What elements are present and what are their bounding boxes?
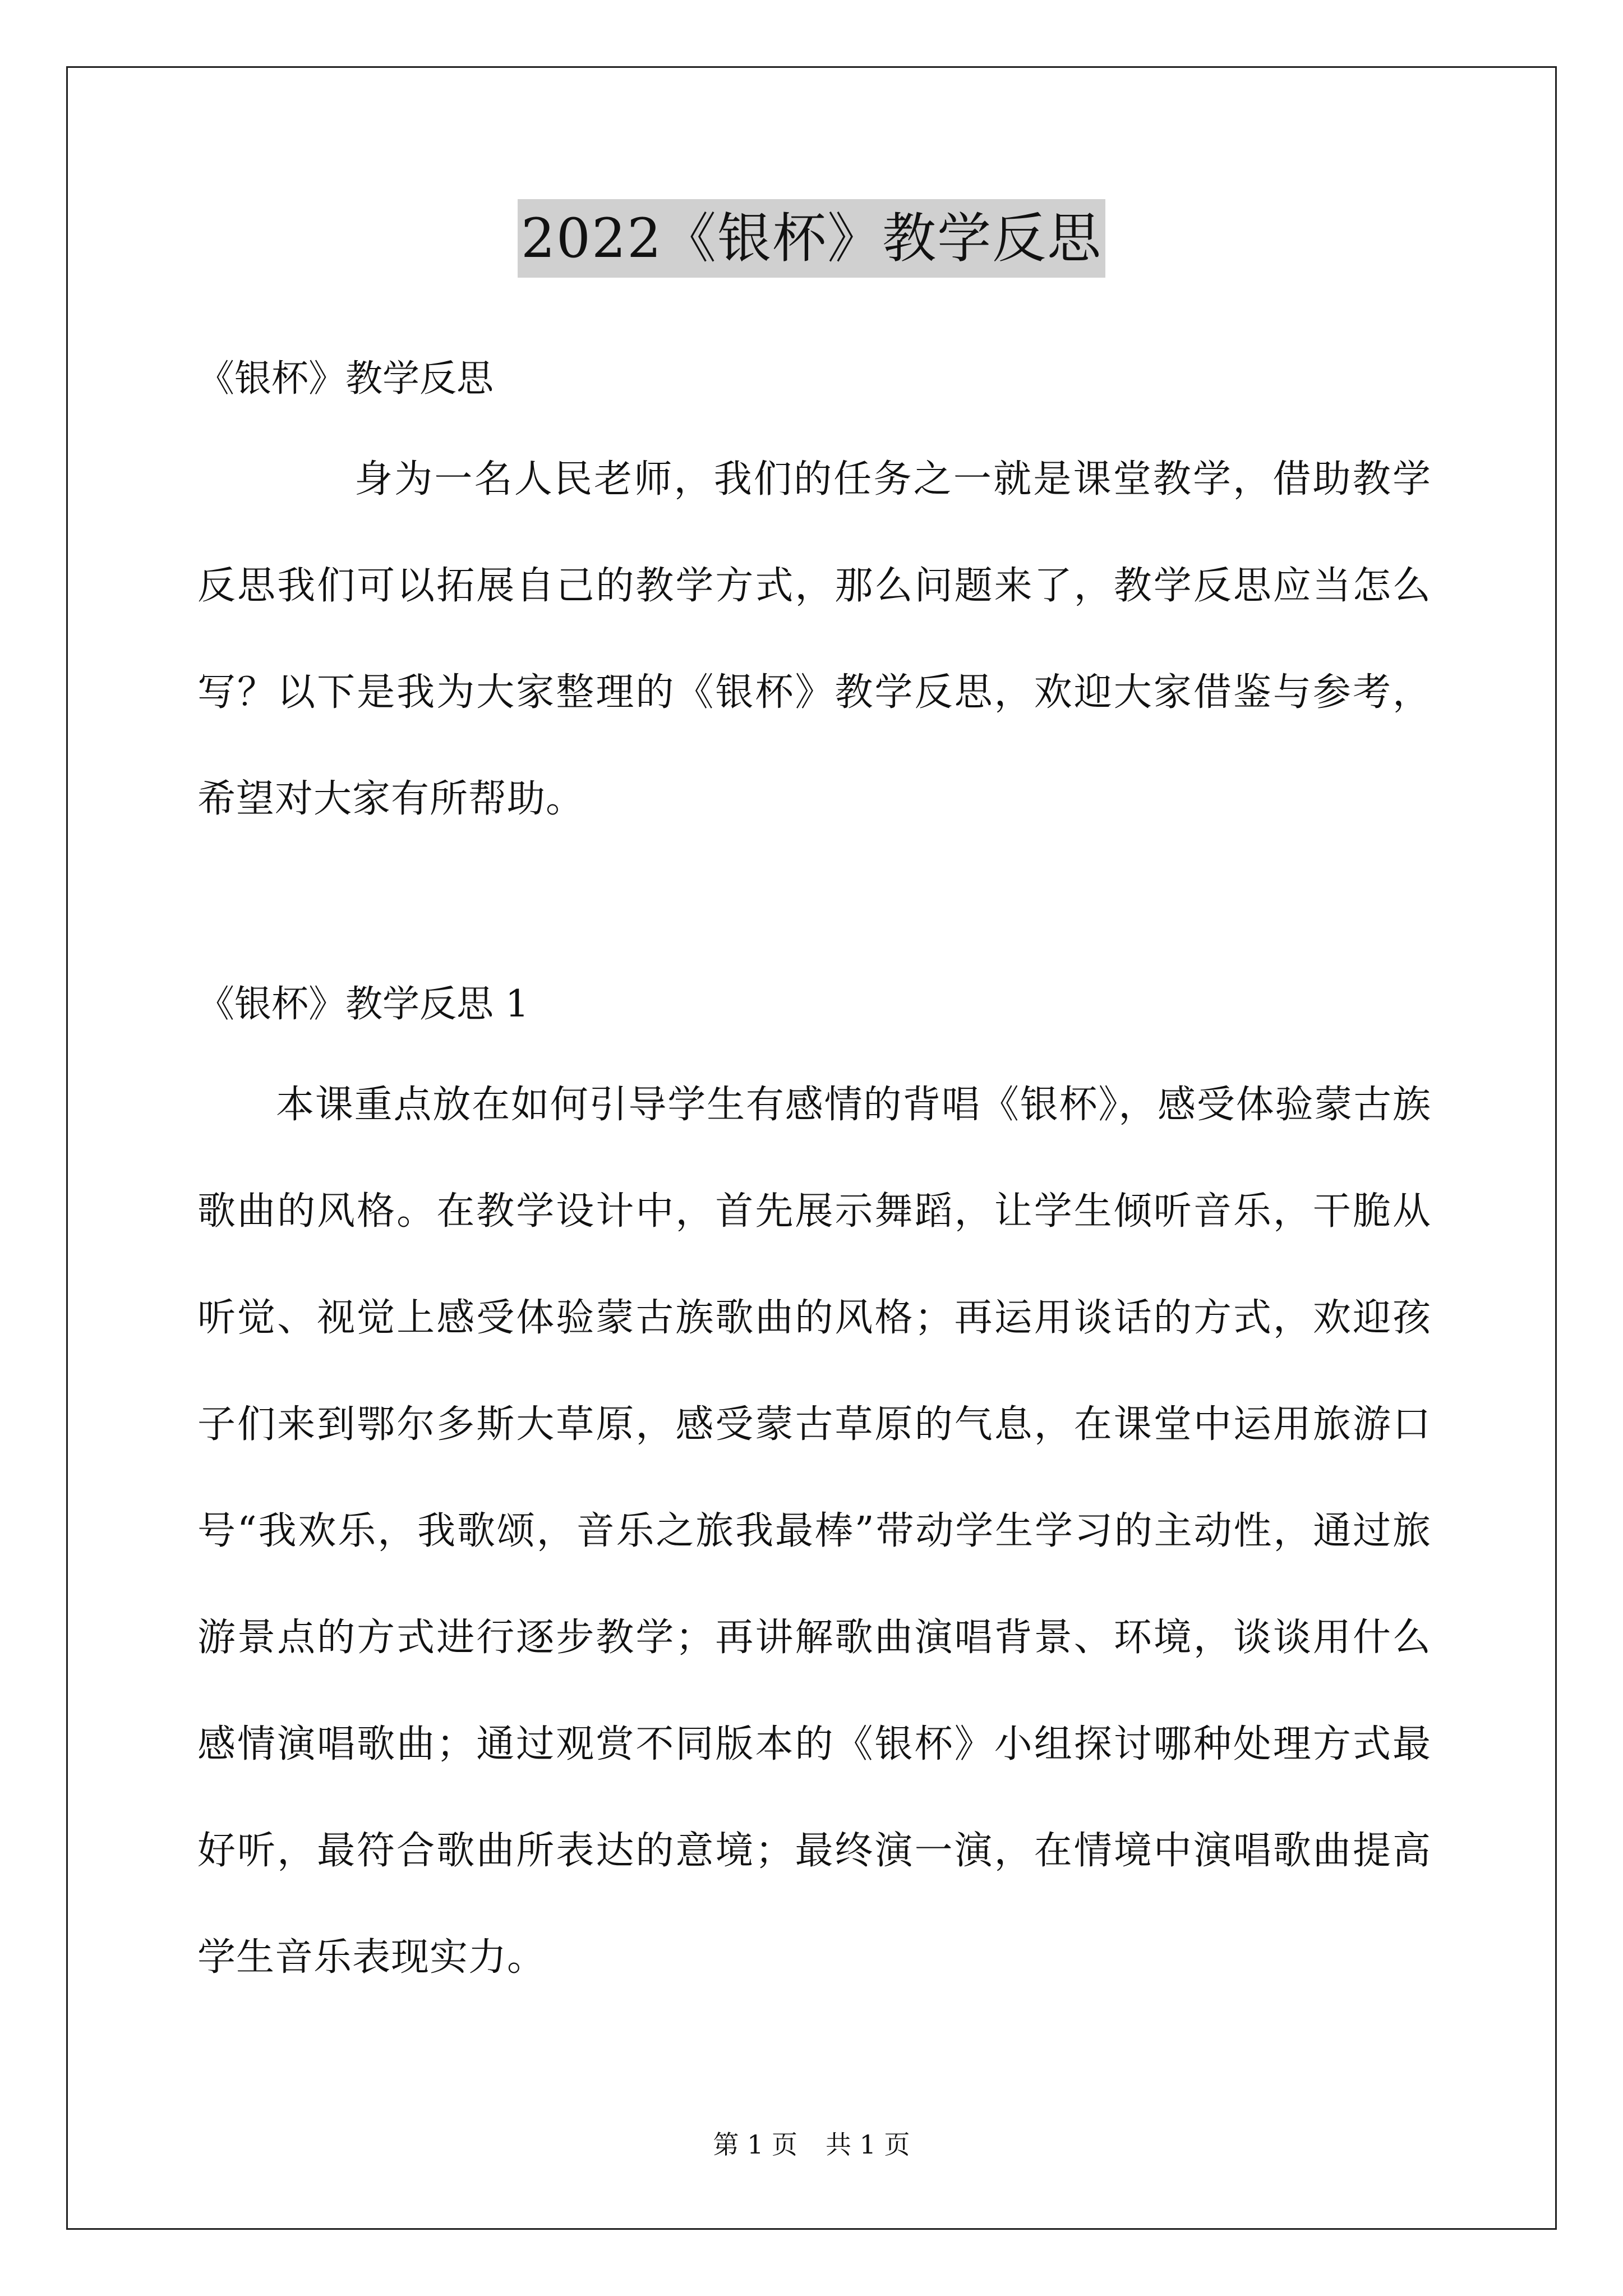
spacer [197,853,1431,956]
section1-paragraph: 本课重点放在如何引导学生有感情的背唱《银杯》，感受体验蒙古族歌曲的风格。在教学设计中，首先展示舞蹈，让学生倾听音乐，干脆从听觉、视觉上感受体验蒙古族歌曲的风格；再运用谈话的方式，欢迎孩子们来到鄂尔多斯大草原，感受蒙古草原的气息，在课堂中运用旅游口号“我欢乐，我歌颂，音乐之旅我最棒”带动学生学习的主动性，通过旅游景点的方式进行逐步教学；再讲解歌曲演唱背景、环境，谈谈用什么感情演唱歌曲；通过观赏不同版本的《银杯》小组探讨哪种处理方式最好听，最符合歌曲所表达的意境；最终演一演，在情境中演唱歌曲提高学生音乐表现实力。 [197,1083,1431,1980]
document-title: 2022《银杯》教学反思 [518,199,1105,278]
page-number-total: 共 1 页 [826,2129,910,2160]
document-body [197,331,1431,2011]
page-footer [0,2128,1623,2161]
page-number-current: 第 1 页 [713,2129,797,2160]
section1-heading: 《银杯》教学反思 1 [197,982,529,1025]
intro-paragraph: 身为一名人民老师，我们的任务之一就是课堂教学，借助教学反思我们可以拓展自己的教学方式，那么问题来了，教学反思应当怎么写？以下是我为大家整理的《银杯》教学反思，欢迎大家借鉴与参考，希望对大家有所帮助。 [197,457,1431,821]
section-heading: 《银杯》教学反思 [197,357,494,400]
title-container [0,199,1623,278]
